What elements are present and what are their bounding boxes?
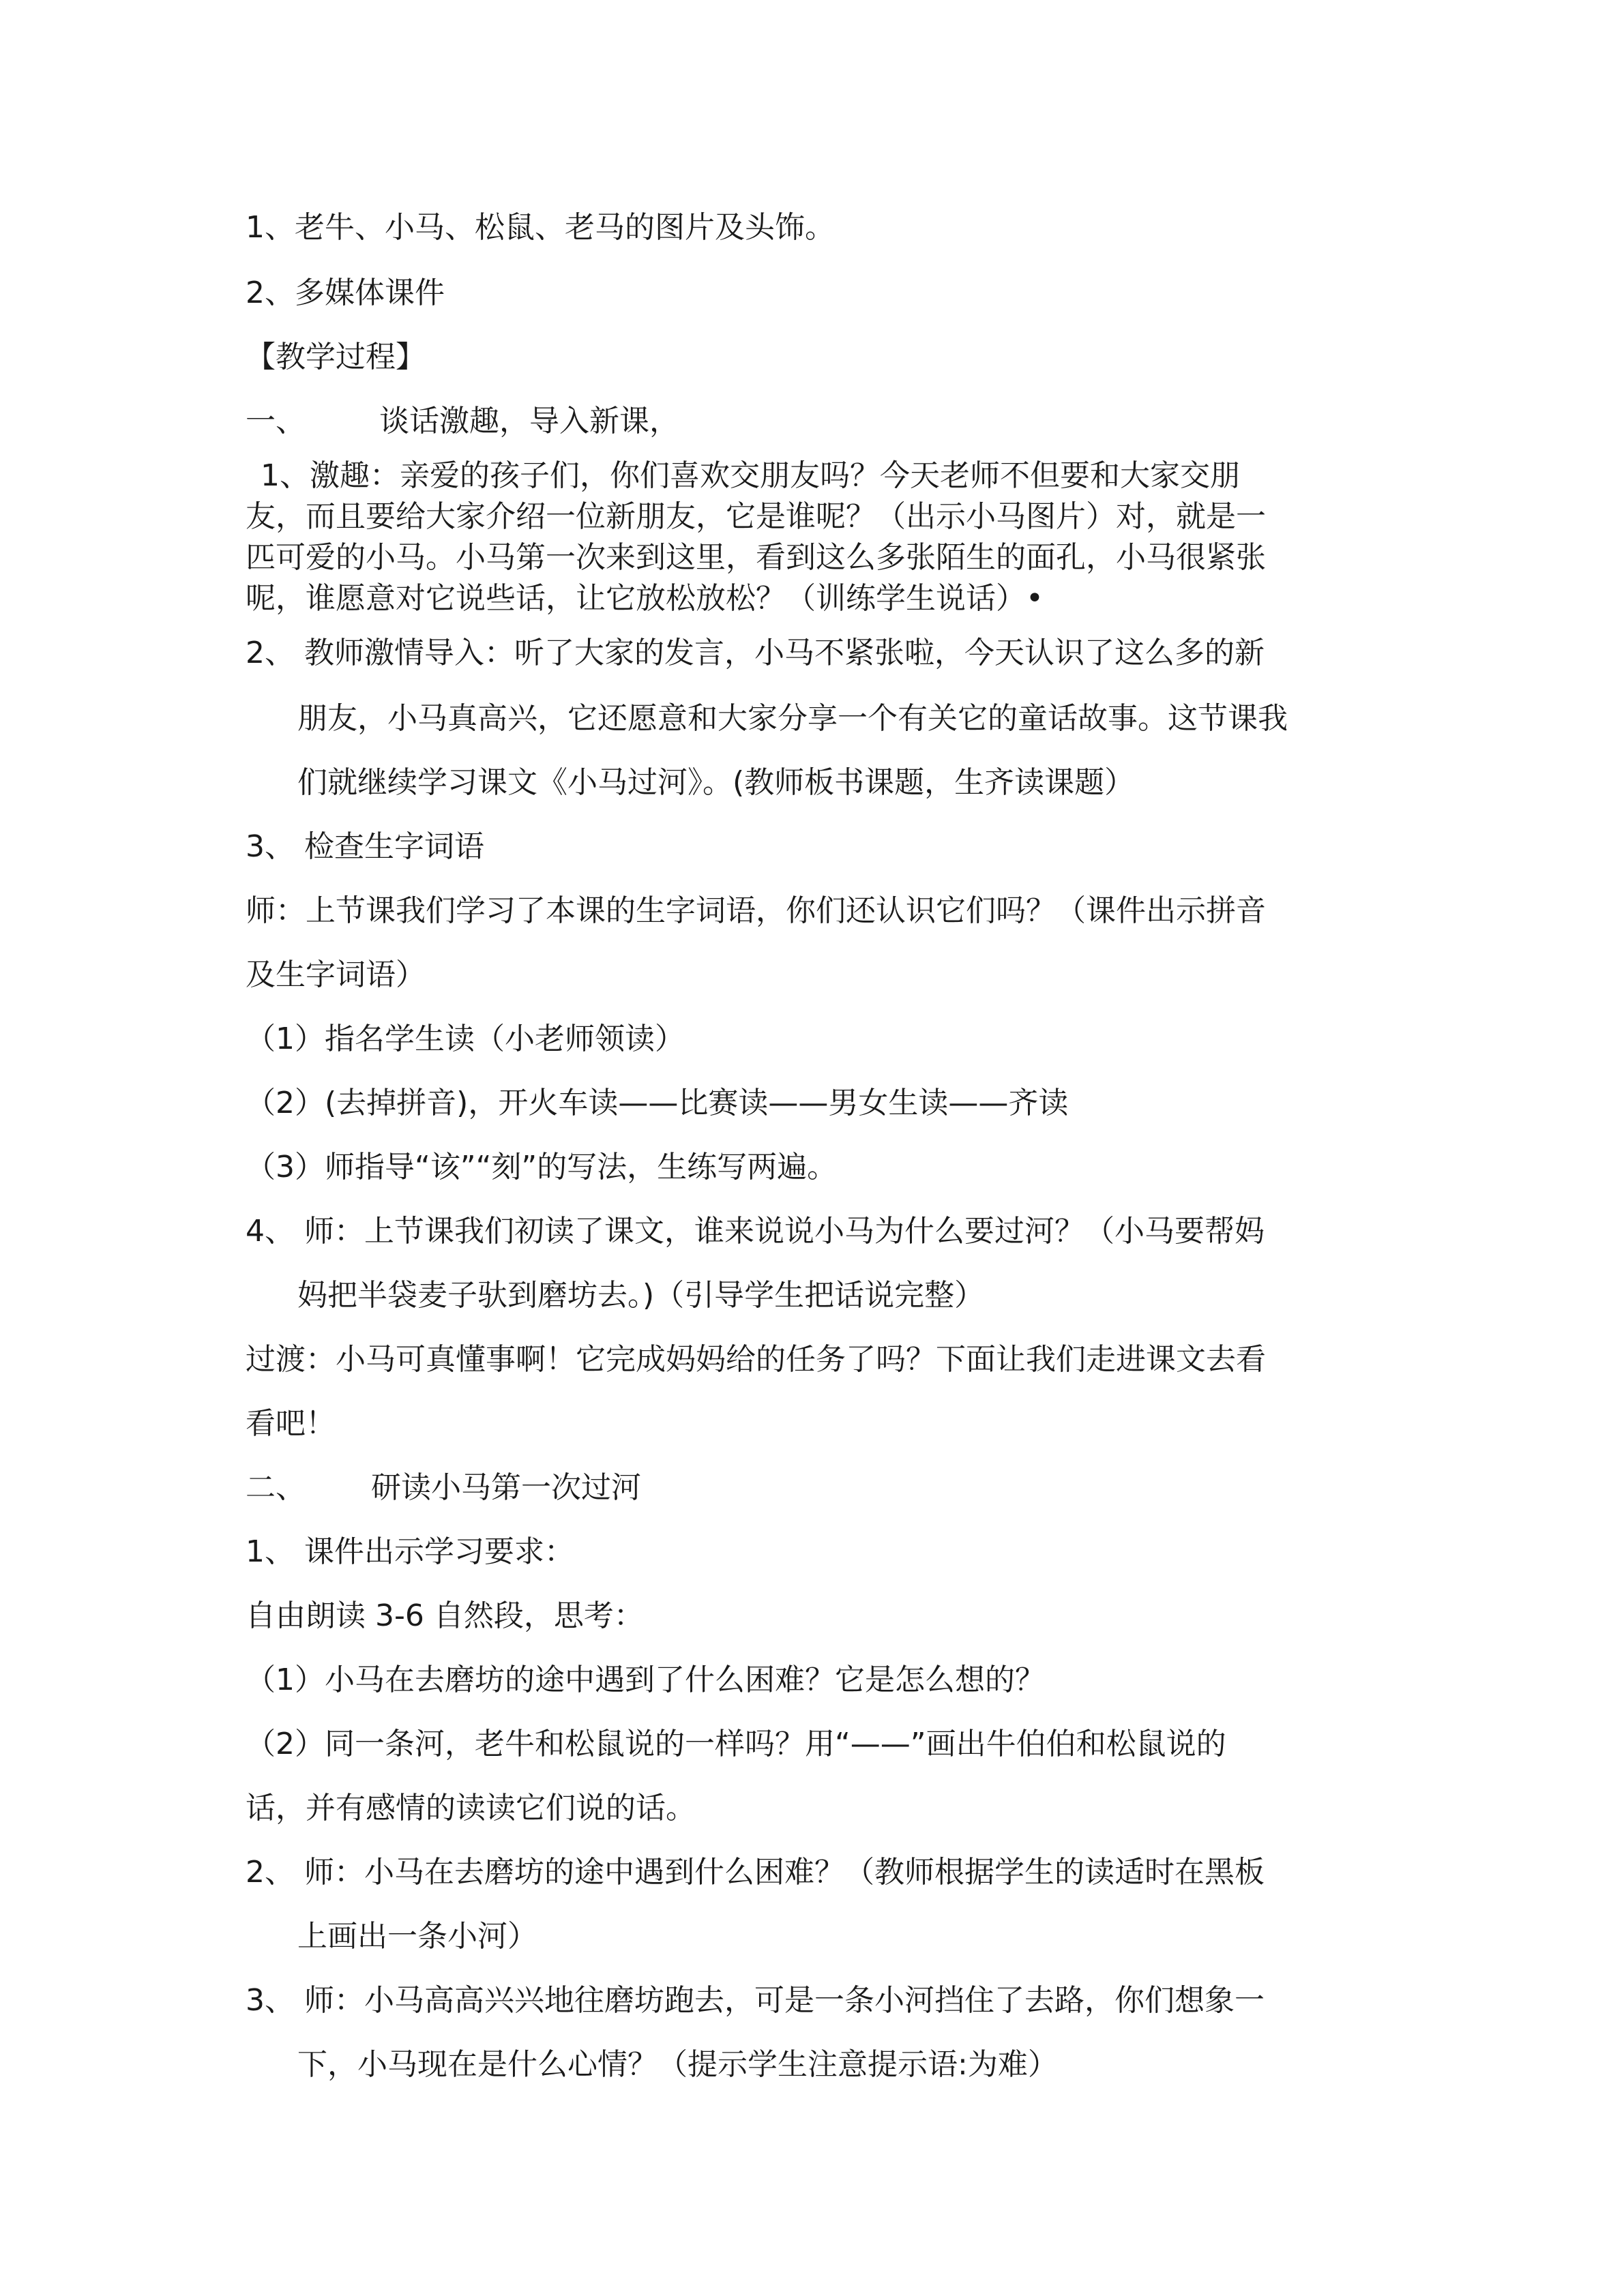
paragraph-line: 匹可爱的小马。小马第一次来到这里，看到这么多张陌生的面孔，小马很紧张 (246, 540, 1266, 575)
part-one-title: 谈话激趣，导入新课， (379, 404, 679, 438)
part-two-number: 二、 (246, 1470, 306, 1505)
section-heading-teaching-process: 【教学过程】 (246, 340, 426, 374)
paragraph-line: 2、 教师激情导入：听了大家的发言，小马不紧张啦，今天认识了这么多的新 (246, 636, 1265, 670)
part-two-title: 研读小马第一次过河 (371, 1470, 641, 1505)
paragraph-line: 妈把半袋麦子驮到磨坊去。)（引导学生把话说完整） (297, 1278, 985, 1313)
paragraph-line: 2、 师：小马在去磨坊的途中遇到什么困难？（教师根据学生的读适时在黑板 (246, 1855, 1265, 1890)
paragraph-line: 上画出一条小河） (297, 1919, 537, 1954)
prep-item-2: 2、多媒体课件 (246, 275, 445, 310)
part-two-heading (246, 1467, 641, 1508)
paragraph-line: 看吧！ (246, 1406, 336, 1441)
list-item: （1）小马在去磨坊的途中遇到了什么困难？它是怎么想的？ (246, 1663, 1045, 1697)
paragraph-line: 及生字词语） (246, 957, 426, 992)
list-item: （1）指名学生读（小老师领读） (246, 1022, 685, 1056)
paragraph-line: 4、 师：上节课我们初读了课文，谁来说说小马为什么要过河？（小马要帮妈 (246, 1214, 1265, 1249)
list-item: （2）(去掉拼音)，开火车读——比赛读——男女生读——齐读 (246, 1086, 1069, 1120)
paragraph-line: 下，小马现在是什么心情？（提示学生注意提示语:为难） (297, 2047, 1058, 2082)
paragraph-line: 们就继续学习课文《小马过河》。(教师板书课题，生齐读课题） (297, 765, 1135, 800)
paragraph-line: 呢，谁愿意对它说些话，让它放松放松？（训练学生说话）• (246, 581, 1044, 616)
part-one-heading (246, 401, 679, 442)
paragraph-line: 朋友，小马真高兴，它还愿意和大家分享一个有关它的童话故事。这节课我 (297, 701, 1288, 736)
prep-item-1: 1、老牛、小马、松鼠、老马的图片及头饰。 (246, 210, 835, 245)
paragraph-line: 话，并有感情的读读它们说的话。 (246, 1791, 696, 1825)
paragraph-line: 1、 课件出示学习要求： (246, 1534, 574, 1569)
paragraph-line: 3、 检查生字词语 (246, 829, 484, 864)
list-item: （2）同一条河，老牛和松鼠说的一样吗？用“——”画出牛伯伯和松鼠说的 (246, 1727, 1226, 1761)
paragraph-line: 过渡：小马可真懂事啊！它完成妈妈给的任务了吗？下面让我们走进课文去看 (246, 1342, 1266, 1377)
paragraph-line: 1、激趣：亲爱的孩子们，你们喜欢交朋友吗？今天老师不但要和大家交朋 (261, 458, 1240, 493)
paragraph-line: 友，而且要给大家介绍一位新朋友，它是谁呢？（出示小马图片）对，就是一 (246, 499, 1266, 534)
paragraph-line: 师：上节课我们学习了本课的生字词语，你们还认识它们吗？（课件出示拼音 (246, 893, 1266, 928)
paragraph-line: 3、 师：小马高高兴兴地往磨坊跑去，可是一条小河挡住了去路，你们想象一 (246, 1983, 1265, 2018)
paragraph-line: 自由朗读 3-6 自然段，思考： (246, 1598, 644, 1633)
list-item: （3）师指导“该”“刻”的写法，生练写两遍。 (246, 1150, 838, 1184)
part-one-number: 一、 (246, 404, 306, 438)
